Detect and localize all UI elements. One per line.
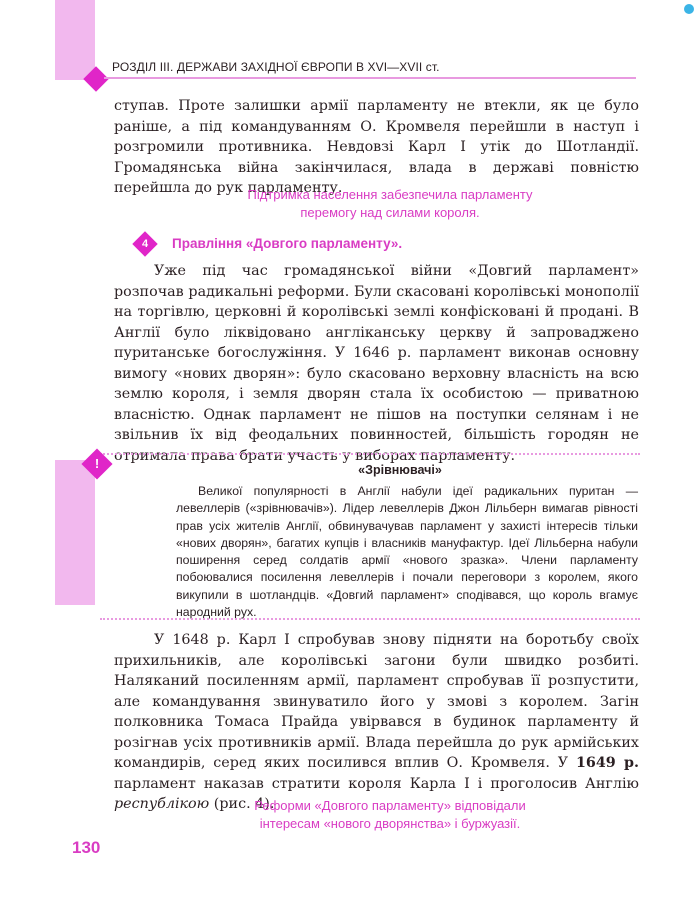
callout-1-line-1: Підтримка населення забезпечила парламенту [247, 187, 533, 202]
paragraph-1: ступав. Проте залишки армії парламенту не втекли, як це було раніше, а під командуванням О. Кромвеля перейшли в наступ і розгромили противника. Невдовзі Карл І утік до Шотландії. Громадянська війна закінчилася, влада в державі повністю перейшла до рук парламенту. [114, 98, 639, 196]
info-box-text: Великої популярності в Англії набули ідеї радикальних пуритан — левеллерів («зрівнювачів»). Лідер левеллерів Джон Лільберн вимагав рівності прав усіх жителів Англії, обвинувачував парламент у захисті інтересів тільки «нових дворян», багатих купців і власників мануфактур. Ідеї Лільберна набули поширення серед солдатів армії «нового зразка». Члени парламенту побоювалися посилення левеллерів і почали переговори з королем, якого викупили в шотландців. «Довгий парламент» сподівався, що король вгамує народний рух. [176, 484, 638, 620]
info-box-top-border [100, 453, 640, 455]
side-color-block [55, 460, 95, 605]
corner-dot-icon [684, 4, 694, 14]
info-box-title: «Зрівнювачі» [358, 463, 442, 477]
paragraph-2: Уже під час громадянської війни «Довгий парламент» розпочав радикальні реформи. Були скасовані королівські монополії на торгівлю, церковні й королівські землі конфісковані й продані. В Англії було ліквідовано англіканську церкву й запроваджено пуританське богослужіння. У 1646 р. парламент виконав основну вимогу «нових дворян»: було скасовано верховну власність на всю землю короля, і земля дворян стала їх особистою — приватною власністю. Однак парламент не пішов на поступки селянам і не звільнив їх від феодальних повинностей, більшість городян не отримала права брати участь у виборах парламенту. [114, 263, 639, 464]
page-number: 130 [72, 838, 101, 857]
info-box-bottom-border [100, 618, 640, 620]
callout-1-line-2: перемогу над силами короля. [300, 205, 480, 220]
section-header: РОЗДІЛ ІІІ. ДЕРЖАВИ ЗАХІДНОЇ ЄВРОПИ В XVI—XVII ст. [112, 60, 440, 74]
header-color-band [55, 0, 95, 80]
header-divider [104, 77, 636, 79]
section-title: Правління «Довгого парламенту». [172, 236, 403, 251]
callout-1 [200, 186, 580, 222]
exclamation-icon: ! [81, 448, 112, 479]
paragraph-3: У 1648 р. Карл І спробував знову підняти на боротьбу своїх прихильників, але королівські загони були швидко розбиті. Наляканий посиленням армії, парламент спробував її розпустити, але командування звинуватило його у змові з королем. Загін полковника Томаса Прайда увірвався в будинок парламенту й розігнав усіх противників армії. Влада перейшла до рук армійських командирів, серед яких посилився вплив О. Кромвеля. У 1649 р. парламент наказав стратити короля Карла І і проголосив Англію республікою (рис. 4). [114, 632, 639, 812]
callout-2-line-1: Реформи «Довгого парламенту» відповідали [254, 798, 526, 813]
section-number-badge: 4 [132, 231, 157, 256]
callout-2 [190, 797, 590, 833]
callout-2-line-2: інтересам «нового дворянства» і буржуазії. [259, 816, 521, 831]
